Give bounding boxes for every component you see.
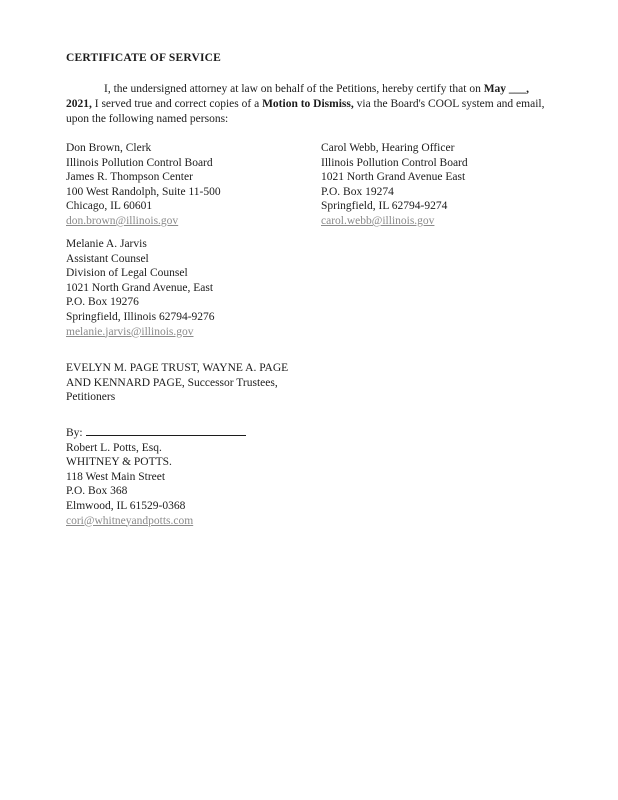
intro-text-2: I served true and correct copies of a [91,98,263,110]
email-link[interactable]: don.brown@illinois.gov [66,214,179,227]
email-link[interactable]: cori@whitneyandpotts.com [66,514,194,527]
signer-line: Elmwood, IL 61529-0368 [66,499,186,512]
petitioner-line: AND KENNARD PAGE, Successor Trustees, [66,376,278,389]
address-line: Springfield, Illinois 62794-9276 [66,310,215,323]
address-line: Illinois Pollution Control Board [321,156,468,169]
signature-block [66,425,246,528]
signer-line: P.O. Box 368 [66,485,128,498]
document-title: CERTIFICATE OF SERVICE [66,52,222,64]
service-date: May ___, 2021, [66,83,530,110]
address-line: Division of Legal Counsel [66,267,188,280]
intro-text-3: via the Board's COOL system and email, upon the following named persons: [66,98,545,125]
intro-paragraph [66,82,546,127]
signer-line: WHITNEY & POTTS. [66,456,172,469]
petitioner-line: EVELYN M. PAGE TRUST, WAYNE A. PAGE [66,362,289,374]
address-line: Illinois Pollution Control Board [66,156,213,169]
email-link[interactable]: melanie.jarvis@illinois.gov [66,325,194,338]
signer-line: 118 West Main Street [66,470,166,483]
by-label: By: [66,427,83,439]
email-link[interactable]: carol.webb@illinois.gov [321,214,435,227]
petitioners-block [66,361,288,405]
signer-line: Robert L. Potts, Esq. [66,441,162,454]
signature-by-line [66,425,246,441]
address-line: 1021 North Grand Avenue East [321,171,466,184]
recipient-hearing-officer [321,141,468,229]
address-line: Chicago, IL 60601 [66,200,153,213]
address-line: Assistant Counsel [66,252,149,265]
recipient-assistant-counsel [66,237,215,339]
signature-line [86,425,246,436]
address-line: 100 West Randolph, Suite 11-500 [66,185,221,198]
address-line: Melanie A. Jarvis [66,238,147,250]
recipient-clerk [66,141,221,229]
address-line: P.O. Box 19276 [66,296,139,309]
served-document: Motion to Dismiss, [262,98,354,110]
address-line: Carol Webb, Hearing Officer [321,142,455,154]
address-line: 1021 North Grand Avenue, East [66,281,214,294]
address-line: Springfield, IL 62794-9274 [321,200,448,213]
address-line: James R. Thompson Center [66,171,193,184]
petitioner-line: Petitioners [66,391,116,404]
intro-text-1: I, the undersigned attorney at law on behalf of the Petitions, hereby certify that on [104,83,481,95]
address-line: Don Brown, Clerk [66,142,152,154]
address-line: P.O. Box 19274 [321,185,394,198]
